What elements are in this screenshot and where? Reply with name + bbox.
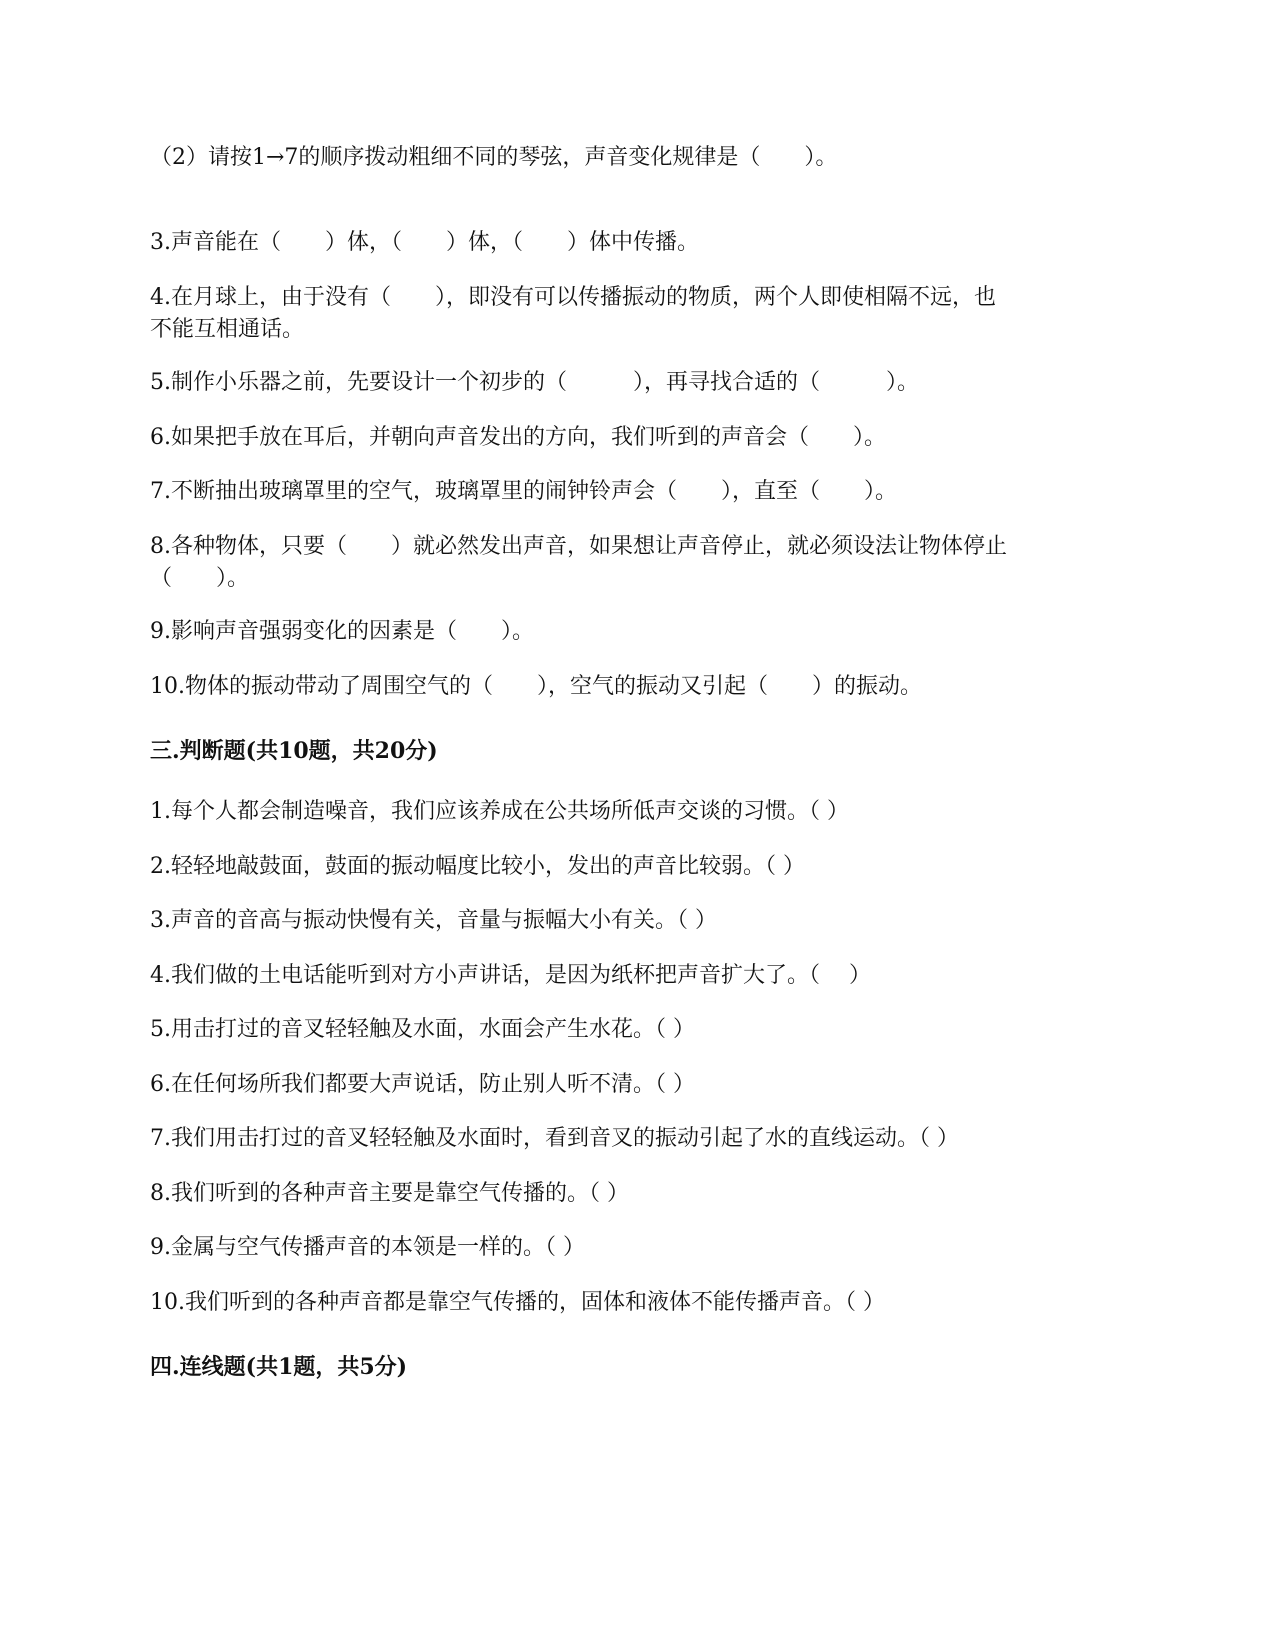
fill-in-question-4-line-2: 不能互相通话。 — [150, 317, 305, 342]
fill-in-question-4-line-1: 4.在月球上，由于没有（ ），即没有可以传播振动的物质，两个人即使相隔不远，也 — [150, 285, 996, 310]
fill-in-question-3: 3.声音能在（ ）体，（ ）体，（ ）体中传播。 — [150, 230, 699, 255]
judgment-item-8: 8.我们听到的各种声音主要是靠空气传播的。（ ） — [150, 1181, 629, 1206]
section-3-heading: 三.判断题(共10题，共20分) — [150, 738, 438, 764]
judgment-item-2: 2.轻轻地敲鼓面，鼓面的振动幅度比较小，发出的声音比较弱。（ ） — [150, 854, 805, 879]
judgment-item-4: 4.我们做的土电话能听到对方小声讲话，是因为纸杯把声音扩大了。（ ） — [150, 963, 871, 988]
fill-in-question-7: 7.不断抽出玻璃罩里的空气，玻璃罩里的闹钟铃声会（ ），直至（ ）。 — [150, 479, 897, 504]
fill-in-question-10: 10.物体的振动带动了周围空气的（ ），空气的振动又引起（ ）的振动。 — [150, 674, 922, 699]
fill-in-question-8-line-1: 8.各种物体，只要（ ）就必然发出声音，如果想让声音停止，就必须设法让物体停止 — [150, 534, 1007, 559]
judgment-item-9: 9.金属与空气传播声音的本领是一样的。（ ） — [150, 1235, 585, 1260]
fill-in-question-9: 9.影响声音强弱变化的因素是（ ）。 — [150, 619, 534, 644]
judgment-item-6: 6.在任何场所我们都要大声说话，防止别人听不清。（ ） — [150, 1072, 695, 1097]
fill-in-question-2-part-2: （2）请按1→7的顺序拨动粗细不同的琴弦，声音变化规律是（ ）。 — [150, 145, 838, 170]
judgment-item-7: 7.我们用击打过的音叉轻轻触及水面时，看到音叉的振动引起了水的直线运动。（ ） — [150, 1126, 959, 1151]
fill-in-question-6: 6.如果把手放在耳后，并朝向声音发出的方向，我们听到的声音会（ ）。 — [150, 425, 886, 450]
judgment-item-10: 10.我们听到的各种声音都是靠空气传播的，固体和液体不能传播声音。（ ） — [150, 1290, 885, 1315]
fill-in-question-5: 5.制作小乐器之前，先要设计一个初步的（ ），再寻找合适的（ ）。 — [150, 370, 919, 395]
judgment-item-3: 3.声音的音高与振动快慢有关，音量与振幅大小有关。（ ） — [150, 908, 717, 933]
judgment-item-1: 1.每个人都会制造噪音，我们应该养成在公共场所低声交谈的习惯。（ ） — [150, 799, 849, 824]
fill-in-question-8-line-2: （ ）。 — [150, 566, 250, 591]
judgment-item-5: 5.用击打过的音叉轻轻触及水面，水面会产生水花。（ ） — [150, 1017, 695, 1042]
section-4-heading: 四.连线题(共1题，共5分) — [150, 1354, 408, 1380]
